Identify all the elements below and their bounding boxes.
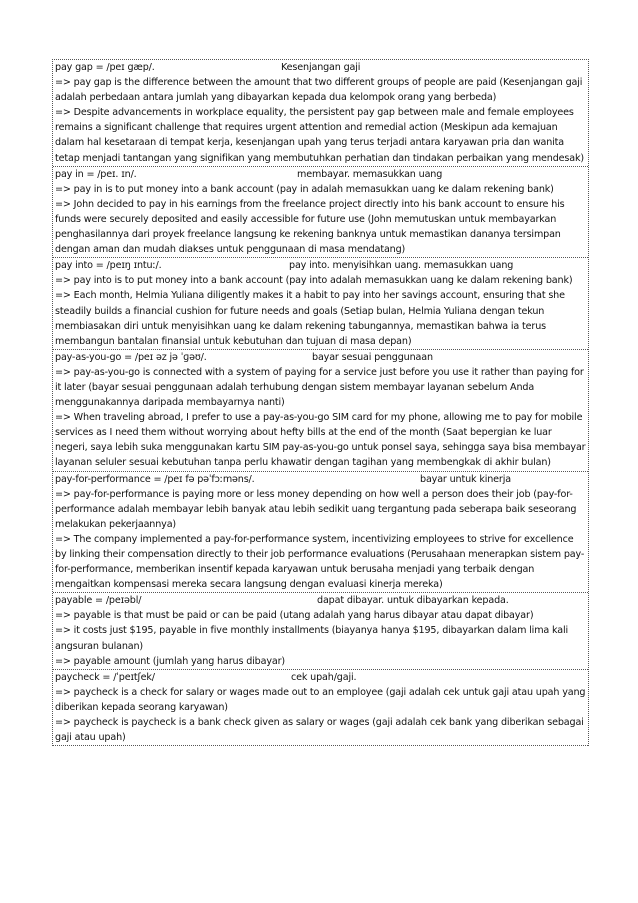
entry-definition: => paycheck is a check for salary or wages made out to an employee (gaji adalah cek untuk gaji atau upah yang diberikan kepada seorang karyawan): [55, 686, 586, 713]
entry-term: pay-for-performance = /peɪ fə pəˈfɔːməns/.: [55, 473, 255, 485]
entry-translation: membayar. memasukkan uang: [297, 168, 443, 180]
entry-translation: cek upah/gaji.: [291, 671, 357, 683]
entry-term: pay into = /peɪŋ ɪntuː/.: [55, 260, 162, 272]
entry-translation: bayar untuk kinerja: [420, 473, 511, 485]
entry-headword: [55, 593, 587, 608]
entry-term: paycheck = /ˈpeɪtʃek/: [55, 671, 155, 683]
entry-headword: [55, 350, 587, 365]
glossary-entry-pay-gap: [53, 60, 588, 167]
glossary-entry-pay-as-you-go: [53, 350, 588, 472]
entry-headword: [55, 60, 587, 75]
glossary-entry-pay-into: [53, 258, 588, 350]
entry-definition: => pay gap is the difference between the amount that two different groups of people are paid (Kesenjangan gaji adalah perbedaan antara jumlah yang dibayarkan kepada dua kelompok orang yang berbeda): [55, 77, 583, 104]
entry-term: pay-as-you-go = /peɪ əz jə ˈɡəʊ/.: [55, 351, 207, 363]
glossary-entry-payable: [53, 593, 588, 669]
entry-example: => paycheck is paycheck is a bank check given as salary or wages (gaji adalah cek bank yang diberikan sebagai gaji atau upah): [55, 717, 584, 744]
entry-example: => When traveling abroad, I prefer to use a pay-as-you-go SIM card for my phone, allowing me to pay for mobile services as I need them without worrying about hefty bills at the end of the month (Saat bepergian ke luar negeri, saya lebih suka menggunakan kartu SIM pay-as-you-go untuk ponsel saya, sehingga saya bisa membayar layanan seluler sesuai kebutuhan tanpa perlu khawatir dengan tagihan yang membengkak di akhir bulan): [55, 412, 586, 469]
entry-definition: => payable is that must be paid or can be paid (utang adalah yang harus dibayar atau dapat dibayar): [55, 610, 534, 622]
entry-translation: dapat dibayar. untuk dibayarkan kepada.: [317, 595, 509, 607]
entry-headword: [55, 670, 587, 685]
glossary-entry-pay-for-performance: [53, 472, 588, 594]
entry-definition: => pay into is to put money into a bank account (pay into adalah memasukkan uang ke dalam rekening bank): [55, 275, 573, 287]
entry-term: payable = /peɪəbl/: [55, 595, 142, 607]
entry-translation: bayar sesuai penggunaan: [312, 351, 433, 363]
glossary-list: [52, 59, 589, 746]
entry-translation: Kesenjangan gaji: [281, 62, 361, 73]
entry-translation: pay into. menyisihkan uang. memasukkan uang: [289, 260, 514, 272]
entry-headword: [55, 258, 587, 273]
entry-example: => Despite advancements in workplace equality, the persistent pay gap between male and female employees remains a significant challenge that requires urgent attention and remedial action (Meskipun ada kemajuan dalam hal kesetaraan di tempat kerja, kesenjangan upah yang terus terjadi antara karyawan pria dan wanita tetap menjadi tantangan yang signifikan yang membutuhkan perhatian dan tindakan perbaikan yang mendesak): [55, 107, 585, 164]
entry-example: => John decided to pay in his earnings from the freelance project directly into his bank account to ensure his funds were securely deposited and easily accessible for future use (John memutuskan untuk membayarkan penghasilannya dari proyek freelance langsung ke rekening banknya untuk memastikan dananya tersimpan dengan aman dan mudah diakses untuk penggunaan di masa mendatang): [55, 198, 565, 256]
entry-definition: => pay-as-you-go is connected with a system of paying for a service just before you use it rather than paying for it later (bayar sesuai penggunaan adalah terhubung dengan sistem membayar layanan sebelum Anda menggunakannya daripada membayarnya nanti): [55, 366, 584, 409]
entry-headword: [55, 472, 587, 487]
entry-definition: => pay-for-performance is paying more or less money depending on how well a person does their job (pay-for-performance adalah membayar lebih banyak atau lebih sedikit uang tergantung pada seberapa baik seseorang melakukan pekerjaannya): [55, 488, 577, 530]
entry-example: => The company implemented a pay-for-performance system, incentivizing employees to strive for excellence by linking their compensation directly to their job performance evaluations (Perusahaan menerapkan sistem pay-for-performance, memberikan insentif kepada karyawan untuk berusaha menjadi yang terbaik dengan mengaitkan kompensasi mereka secara langsung dengan evaluasi kinerja mereka): [55, 533, 585, 591]
entry-term: pay gap = /peɪ gæp/.: [55, 62, 155, 73]
entry-example: => it costs just $195, payable in five monthly installments (biayanya hanya $195, dibayarkan dalam lima kali angsuran bulanan): [55, 625, 569, 652]
glossary-entry-pay-in: [53, 167, 588, 259]
entry-example: => Each month, Helmia Yuliana diligently makes it a habit to pay into her savings account, ensuring that she steadily builds a financial cushion for future needs and goals (Setiap bulan, Helmia Yuliana dengan tekun membiasakan diri untuk menyisihkan uang ke dalam rekening tabungannya, memastikan bahwa ia terus membangun bantalan finansial untuk kebutuhan dan tujuan di masa depan): [55, 290, 565, 347]
entry-example: => payable amount (jumlah yang harus dibayar): [55, 655, 285, 667]
entry-term: pay in = /peɪ. ɪn/.: [55, 168, 137, 180]
glossary-entry-paycheck: [53, 670, 588, 746]
entry-headword: [55, 167, 587, 182]
entry-definition: => pay in is to put money into a bank account (pay in adalah memasukkan uang ke dalam rekening bank): [55, 183, 554, 195]
